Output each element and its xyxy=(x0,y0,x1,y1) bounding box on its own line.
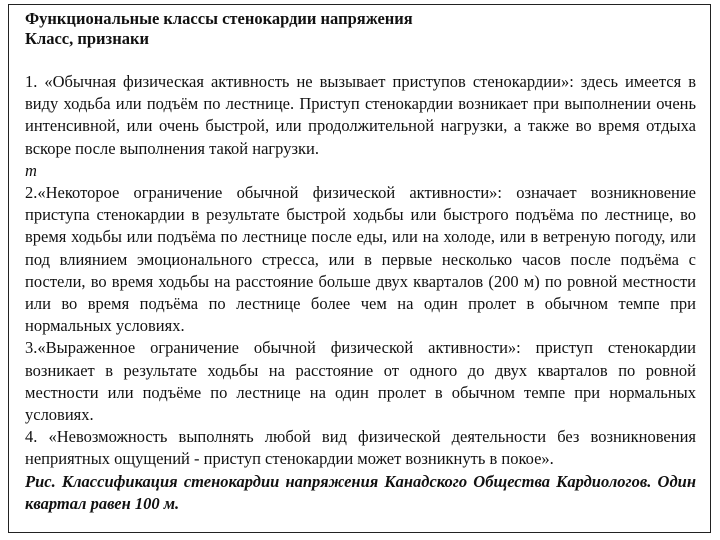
figure-caption: Рис. Классификация стенокардии напряжения Канадского Общества Кардиологов. Один квартал равен 100 м. xyxy=(25,471,696,513)
document-title: Функциональные классы стенокардии напряжения xyxy=(25,9,413,28)
spacer xyxy=(25,49,696,71)
paragraph-class-1: 1. «Обычная физическая активность не вызывает приступов стенокардии»: здесь имеется в виду ходьба или подъём по лестнице. Приступ стенокардии возникает при выполнении очень интенсивной, или очень быстрой, или продолжительной нагрузки, а также во время отдыха вскоре после выполнения такой нагрузки. xyxy=(25,72,696,158)
paragraph-class-4: 4. «Невозможность выполнять любой вид физической деятельности без возникновения неприятных ощущений - приступ стенокардии может возникнуть в покое». xyxy=(25,427,696,469)
paragraph-class-3: 3.«Выраженное ограничение обычной физической активности»: приступ стенокардии возникает в результате ходьбы на расстояние от одного до двух кварталов по ровной местности или подъёме по лестнице на один пролет в обычном темпе при нормальных условиях. xyxy=(25,338,696,425)
document-subtitle: Класс, признаки xyxy=(25,29,149,48)
document-page xyxy=(8,4,711,533)
paragraph-class-2: 2.«Некоторое ограничение обычной физической активности»: означает возникновение приступа стенокардии в результате быстрой ходьбы или быстрого подъёма по лестнице, во время ходьбы или подъёма по лестнице после еды, или на холоде, или в ветреную погоду, или под влиянием эмоционального стресса, или в первые несколько часов после подъёма с постели, во время ходьбы на расстояние больше двух кварталов (200 м) по ровной местности или во время подъёма по лестнице более чем на один пролет в обычном темпе при нормальных условиях. xyxy=(25,183,696,336)
paragraph-marker: m xyxy=(25,160,37,180)
